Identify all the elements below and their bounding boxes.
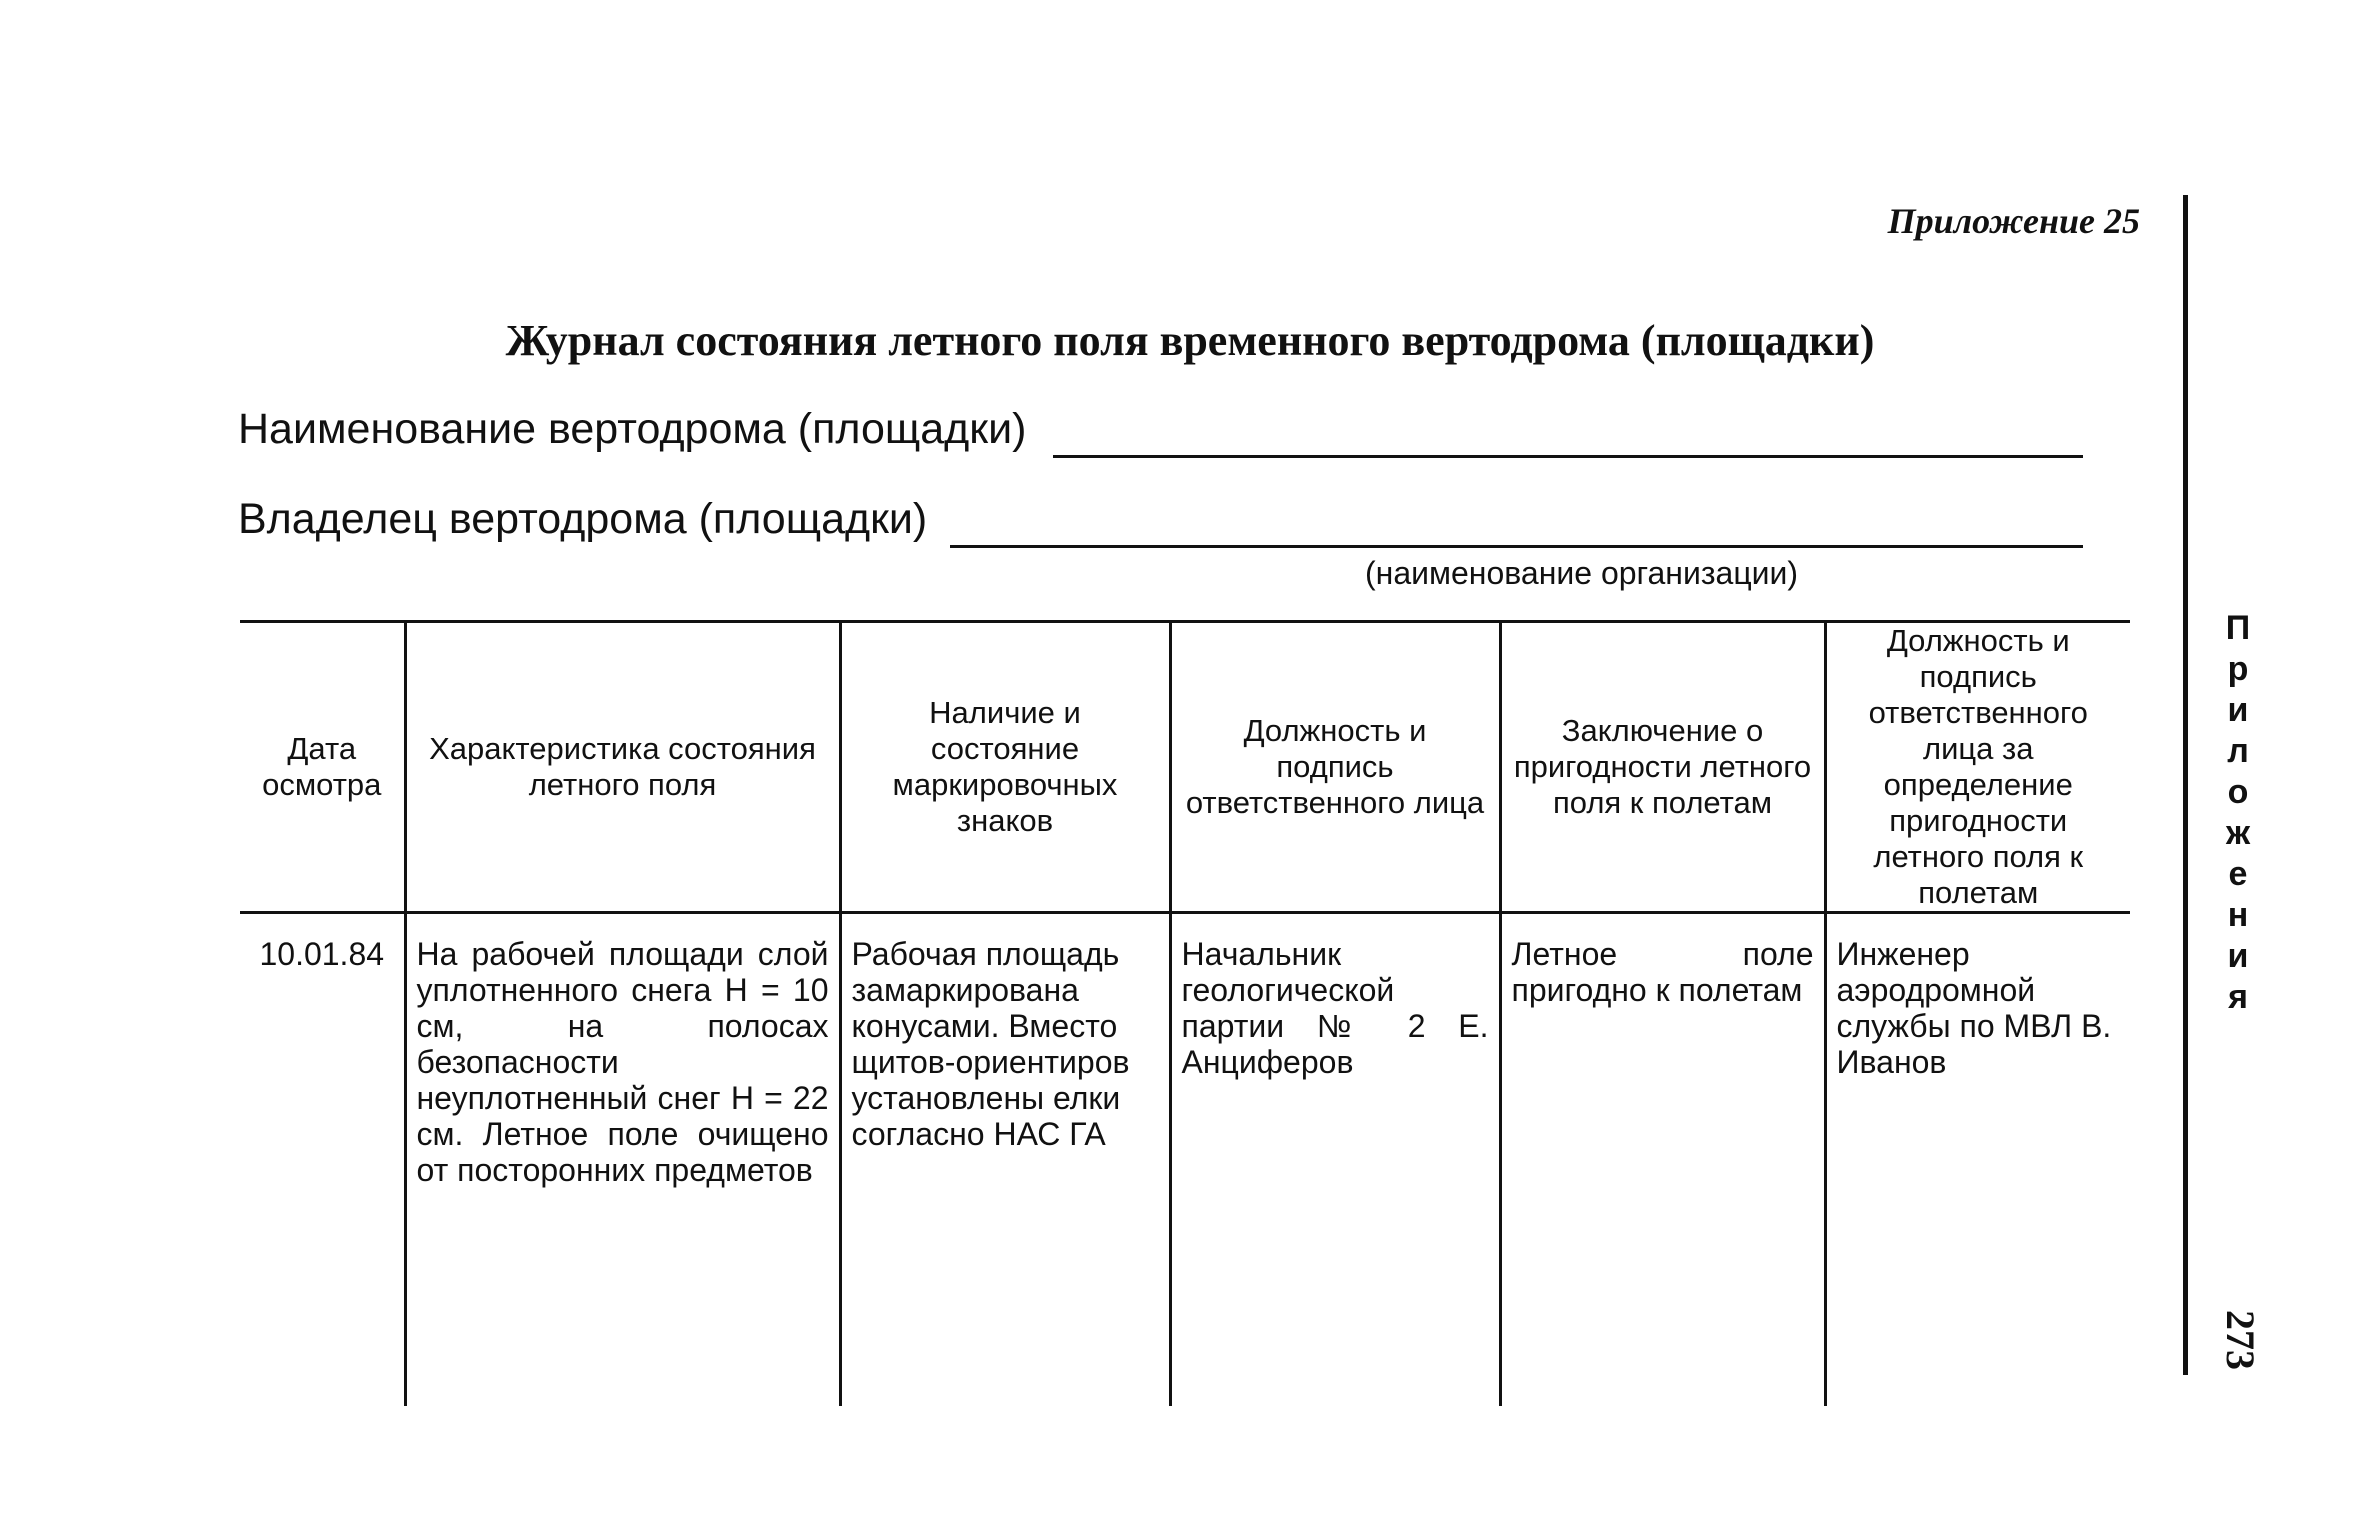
heliport-name-blank-line <box>1053 455 2083 458</box>
owner-hint-caption: (наименование организации) <box>1365 555 1799 591</box>
header-fitness-responsible-person: Должность и подпись ответственного лица за определение пригодности летного поля к полетам <box>1825 622 2130 913</box>
header-fitness-conclusion: Заключение о пригодности летного поля к полетам <box>1500 622 1825 913</box>
heliport-owner-label: Владелец вертодрома (площадки) <box>238 495 928 543</box>
table-header-row <box>240 622 2130 913</box>
page-edge-rule <box>2183 195 2188 1375</box>
appendix-label: Приложение 25 <box>1887 201 2140 241</box>
cell-markings: Рабочая площадь замаркирована конусами. Вместо щитов-ориентиров установлены елки согласно НАС ГА <box>840 913 1170 1407</box>
header-markings: Наличие и состояние маркировочных знаков <box>840 622 1170 913</box>
table-row <box>240 913 2130 1407</box>
cell-fitness-conclusion: Летное поле пригодно к полетам <box>1500 913 1825 1407</box>
document-title: Журнал состояния летного поля временного вертодрома (площадки) <box>505 316 1875 365</box>
cell-responsible-person: Начальник геологической партии № 2 Е. Анциферов <box>1170 913 1500 1407</box>
cell-date: 10.01.84 <box>259 936 385 972</box>
heliport-owner-blank-line <box>950 545 2083 548</box>
inspection-journal-table <box>240 620 2130 1406</box>
page-number: 273 <box>2218 1310 2263 1370</box>
header-responsible-person: Должность и подпись ответственного лица <box>1170 622 1500 913</box>
header-date: Дата осмотра <box>240 622 405 913</box>
header-field-condition: Характеристика состояния летного поля <box>405 622 840 913</box>
cell-fitness-responsible-person: Инженер аэродромной службы по МВЛ В. Иванов <box>1825 913 2130 1407</box>
heliport-name-label: Наименование вертодрома (площадки) <box>238 405 1027 453</box>
side-section-heading: П р и л о ж е н и я <box>2225 609 2251 1016</box>
cell-field-condition: На рабочей площади слой уплотненного снега H = 10 см, на полосах безопасности неуплотненный снег H = 22 см. Летное поле очищено от посторонних предметов <box>405 913 840 1407</box>
